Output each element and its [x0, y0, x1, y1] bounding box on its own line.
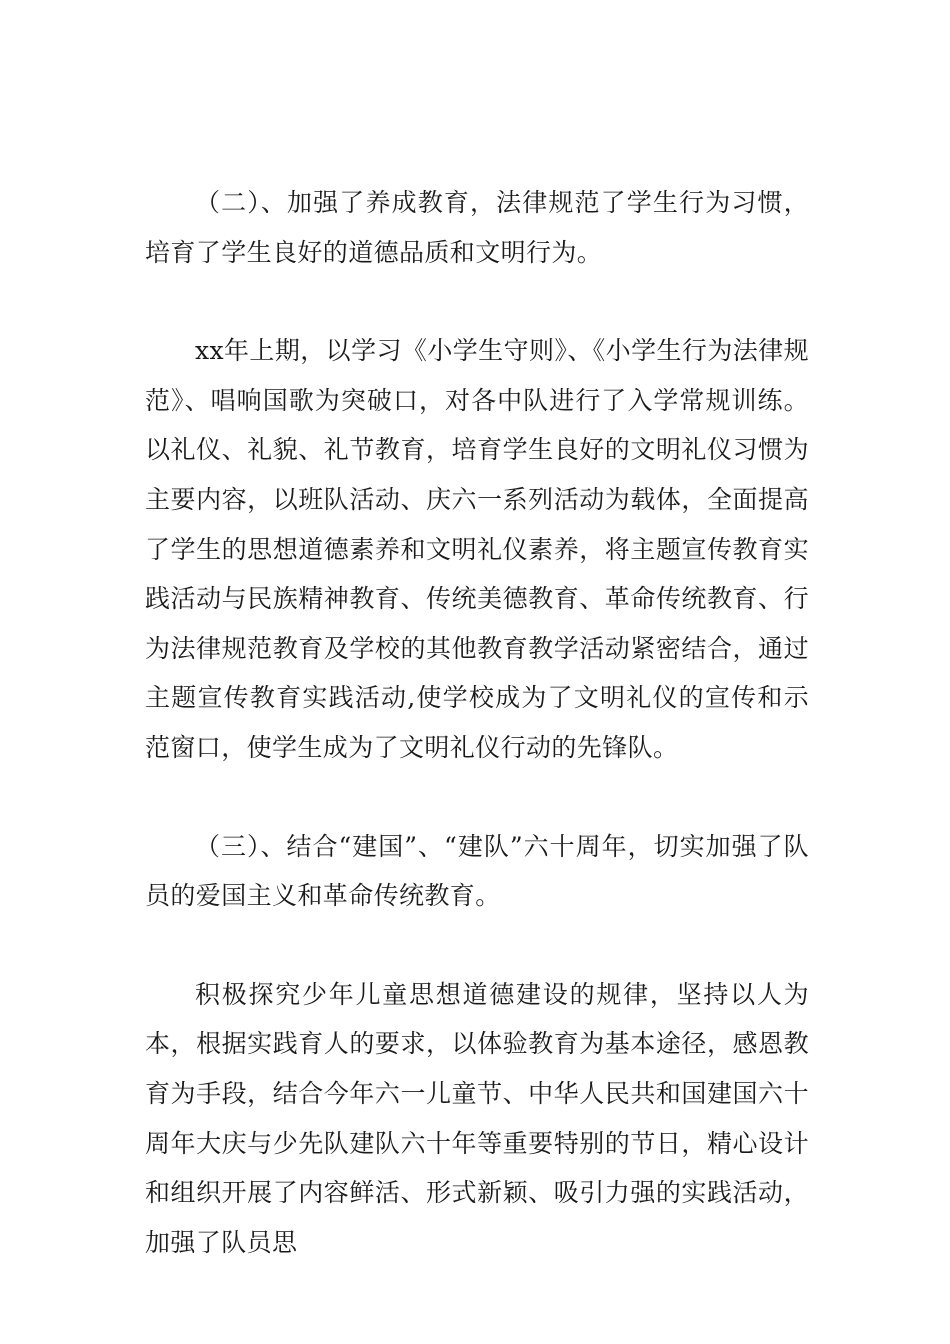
section-heading-three: （三）、结合“建国”、“建队”六十周年，切实加强了队员的爱国主义和革命传统教育。 [145, 831, 809, 911]
document-body [145, 178, 809, 1267]
paragraph-spacer [145, 773, 809, 822]
section-heading-two: （二）、加强了养成教育，法律规范了学生行为习惯，培育了学生良好的道德品质和文明行为。 [145, 188, 809, 267]
paragraph-spacer [145, 277, 809, 326]
paragraph-spacer [145, 921, 809, 970]
paragraph-patriotic-education: 积极探究少年儿童思想道德建设的规律，坚持以人为本，根据实践育人的要求，以体验教育为基本途径，感恩教育为手段，结合今年六一儿童节、中华人民共和国建国六十周年大庆与少先队建队六十年等重要特别的节日，精心设计和组织开展了内容鲜活、形式新颖、吸引力强的实践活动，加强了队员思 [145, 979, 809, 1257]
paragraph-etiquette-education: xx年上期，以学习《小学生守则》、《小学生行为法律规范》、唱响国歌为突破口，对各中队进行了入学常规训练。以礼仪、礼貌、礼节教育，培育学生良好的文明礼仪习惯为主要内容，以班队活动、庆六一系列活动为载体，全面提高了学生的思想道德素养和文明礼仪素养，将主题宣传教育实践活动与民族精神教育、传统美德教育、革命传统教育、行为法律规范教育及学校的其他教育教学活动紧密结合，通过主题宣传教育实践活动,使学校成为了文明礼仪的宣传和示范窗口，使学生成为了文明礼仪行动的先锋队。 [145, 336, 809, 762]
